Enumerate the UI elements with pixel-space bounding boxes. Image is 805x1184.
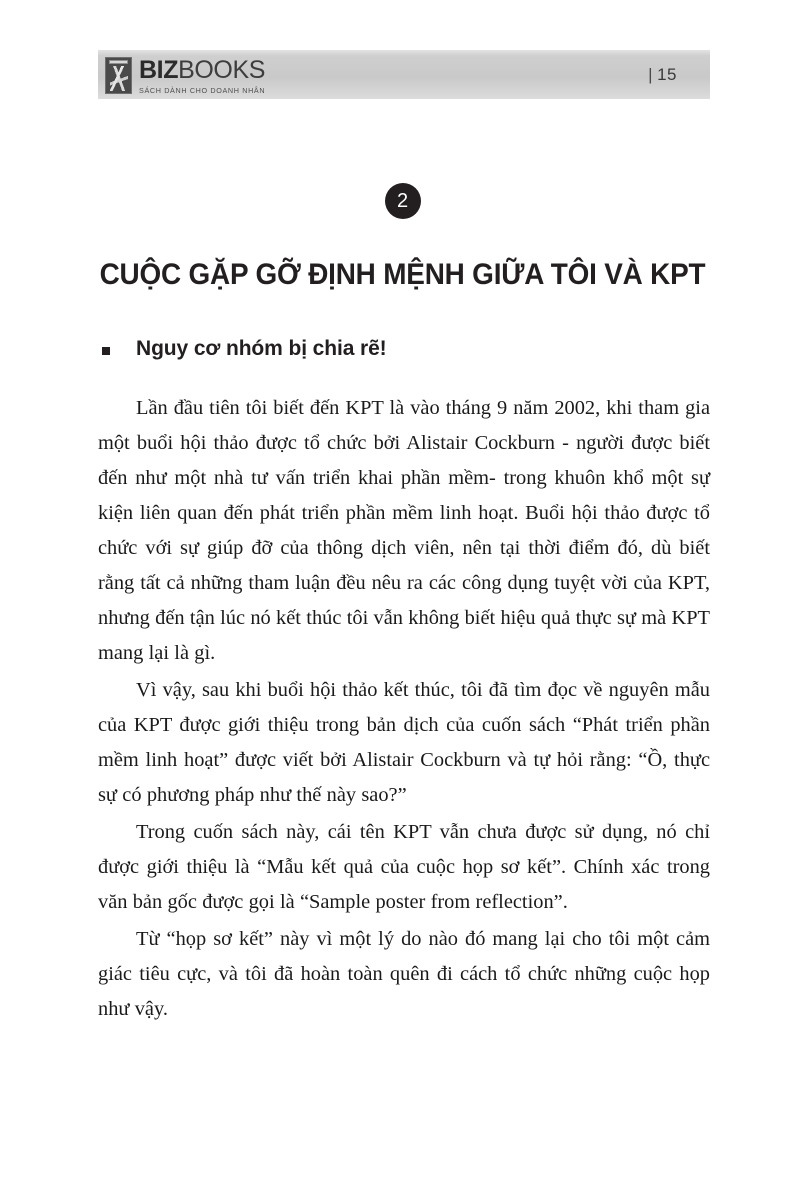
page-number [648,65,677,85]
book-logo-figure [110,66,128,91]
body-content [98,391,710,1027]
paragraph: Lần đầu tiên tôi biết đến KPT là vào tháng 9 năm 2002, khi tham gia một buổi hội thảo được tổ chức bởi Alistair Cockburn - người được biết đến như một nhà tư vấn triển khai phần mềm- trong khuôn khổ một sự kiện liên quan đến phát triển phần mềm linh hoạt. Buổi hội thảo được tổ chức với sự giúp đỡ của thông dịch viên, nên tại thời điểm đó, dù biết rằng tất cả những tham luận đều nêu ra các công dụng tuyệt vời của KPT, nhưng đến tận lúc nó kết thúc tôi vẫn không biết hiệu quả thực sự mà KPT mang lại là gì. [98,397,710,664]
paragraph: Vì vậy, sau khi buổi hội thảo kết thúc, tôi đã tìm đọc về nguyên mẫu của KPT được giới thiệu trong bản dịch của cuốn sách “Phát triển phần mềm linh hoạt” được viết bởi Alistair Cockburn và tự hỏi rằng: “Ồ, thực sự có phương pháp như thế này sao?” [98,679,710,806]
page-number-value: 15 [657,64,677,84]
brand-name-books: BOOKS [178,55,265,84]
paragraph: Từ “họp sơ kết” này vì một lý do nào đó mang lại cho tôi một cảm giác tiêu cực, và tôi đã hoàn toàn quên đi cách tổ chức những cuộc họp như vậy. [98,928,710,1020]
chapter-number: 2 [385,183,421,219]
brand-name-biz: BIZ [139,55,179,84]
section-heading [102,337,387,361]
book-logo-icon [105,57,132,94]
brand-tagline: SÁCH DÀNH CHO DOANH NHÂN [139,85,266,95]
brand-text-block [139,55,265,94]
brand-logo [105,55,265,94]
square-bullet-icon [102,347,110,355]
chapter-title: CUỘC GẶP GỠ ĐỊNH MỆNH GIỮA TÔI VÀ KPT [99,258,706,292]
book-logo-top-band [109,60,128,64]
paragraph: Trong cuốn sách này, cái tên KPT vẫn chưa được sử dụng, nó chỉ được giới thiệu là “Mẫu kết quả của cuộc họp sơ kết”. Chính xác trong văn bản gốc được gọi là “Sample poster from reflection”. [98,821,710,913]
page-number-separator: | [648,64,654,84]
chapter-number-badge [0,183,805,219]
section-heading-label: Nguy cơ nhóm bị chia rẽ! [136,337,387,360]
brand-name [139,55,265,84]
page-header [98,50,710,99]
